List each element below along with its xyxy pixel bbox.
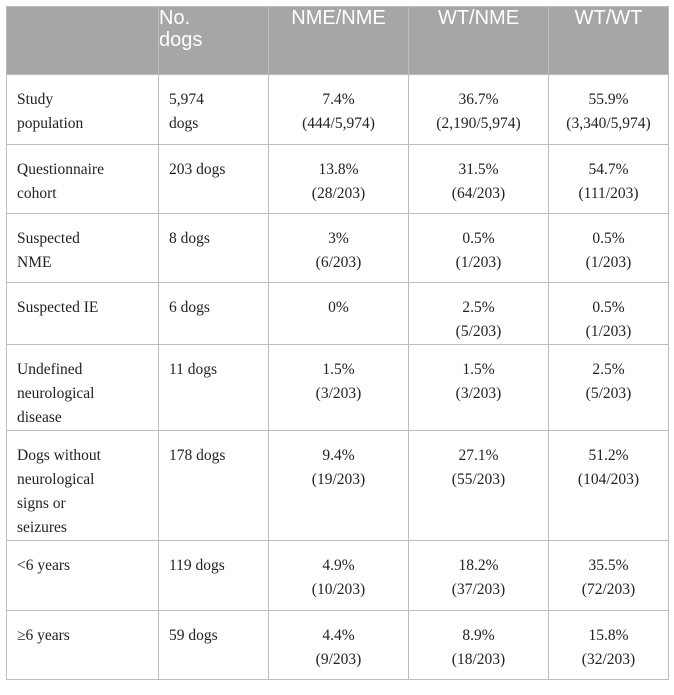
cell-line: seizures bbox=[17, 519, 67, 536]
cell-line: 4.4% bbox=[322, 627, 355, 644]
row-wt-wt bbox=[549, 145, 669, 214]
cell-line: 0.5% bbox=[592, 230, 625, 247]
row-label bbox=[7, 345, 159, 431]
cell-line: (104/203) bbox=[577, 471, 640, 488]
header-empty bbox=[7, 7, 159, 75]
cell-line: 1.5% bbox=[322, 361, 355, 378]
row-nme-nme bbox=[269, 283, 409, 345]
cell-line: 55.9% bbox=[588, 91, 629, 108]
row-count bbox=[159, 541, 269, 611]
row-wt-wt bbox=[549, 214, 669, 283]
cell-line: neurological bbox=[17, 385, 95, 402]
table-row bbox=[7, 145, 669, 214]
header-wt-nme: WT/NME bbox=[409, 7, 549, 75]
table-row bbox=[7, 431, 669, 541]
cell-line: (5/203) bbox=[585, 385, 632, 402]
cell-line: 2.5% bbox=[462, 299, 495, 316]
cell-line: 0.5% bbox=[462, 230, 495, 247]
row-wt-wt bbox=[549, 283, 669, 345]
row-wt-nme bbox=[409, 611, 549, 680]
row-label bbox=[7, 431, 159, 541]
cell-line: (72/203) bbox=[581, 581, 636, 598]
cell-line: 8 dogs bbox=[169, 230, 210, 247]
cell-line: ≥6 years bbox=[17, 627, 70, 644]
row-wt-wt bbox=[549, 431, 669, 541]
row-wt-nme bbox=[409, 75, 549, 145]
table-row bbox=[7, 611, 669, 680]
row-label bbox=[7, 283, 159, 345]
table-row bbox=[7, 541, 669, 611]
cell-line: Suspected bbox=[17, 230, 80, 247]
table-row bbox=[7, 283, 669, 345]
row-label bbox=[7, 611, 159, 680]
row-nme-nme bbox=[269, 431, 409, 541]
cell-line: 119 dogs bbox=[169, 557, 225, 574]
row-nme-nme bbox=[269, 145, 409, 214]
row-nme-nme bbox=[269, 611, 409, 680]
row-count bbox=[159, 283, 269, 345]
cell-line: 5,974 bbox=[169, 91, 204, 108]
header-wt-wt: WT/WT bbox=[549, 7, 669, 75]
row-wt-nme bbox=[409, 541, 549, 611]
cell-line: 54.7% bbox=[588, 161, 629, 178]
cell-line: 13.8% bbox=[318, 161, 359, 178]
row-wt-wt bbox=[549, 75, 669, 145]
cell-line: population bbox=[17, 115, 84, 132]
row-count bbox=[159, 214, 269, 283]
row-count bbox=[159, 145, 269, 214]
cell-line: 0.5% bbox=[592, 299, 625, 316]
row-count bbox=[159, 345, 269, 431]
row-nme-nme bbox=[269, 214, 409, 283]
table-row bbox=[7, 214, 669, 283]
cell-line: disease bbox=[17, 409, 62, 426]
row-nme-nme bbox=[269, 345, 409, 431]
row-count bbox=[159, 611, 269, 680]
cell-line: 203 dogs bbox=[169, 161, 226, 178]
cell-line: dogs bbox=[169, 115, 199, 132]
cell-line: (3/203) bbox=[315, 385, 362, 402]
cell-line: 7.4% bbox=[322, 91, 355, 108]
cell-line: <6 years bbox=[17, 557, 71, 574]
cell-line: (1/203) bbox=[455, 254, 502, 271]
cell-line: (111/203) bbox=[578, 185, 639, 202]
cell-line: (10/203) bbox=[311, 581, 366, 598]
cell-line: Suspected IE bbox=[17, 299, 99, 316]
row-wt-nme bbox=[409, 345, 549, 431]
cell-line: NME bbox=[17, 254, 52, 271]
row-label bbox=[7, 75, 159, 145]
row-nme-nme bbox=[269, 541, 409, 611]
row-label bbox=[7, 214, 159, 283]
cell-line: 178 dogs bbox=[169, 447, 226, 464]
row-wt-nme bbox=[409, 145, 549, 214]
cell-line: 2.5% bbox=[592, 361, 625, 378]
cell-line: 31.5% bbox=[458, 161, 499, 178]
header-no-dogs-line2: dogs bbox=[159, 29, 203, 51]
cell-line: (5/203) bbox=[455, 323, 502, 340]
cell-line: 1.5% bbox=[462, 361, 495, 378]
cell-line: 51.2% bbox=[588, 447, 629, 464]
cell-line: 15.8% bbox=[588, 627, 629, 644]
cell-line: (6/203) bbox=[315, 254, 362, 271]
row-nme-nme bbox=[269, 75, 409, 145]
cell-line: 18.2% bbox=[458, 557, 499, 574]
cell-line: 36.7% bbox=[458, 91, 499, 108]
cell-line: 59 dogs bbox=[169, 627, 218, 644]
row-count bbox=[159, 431, 269, 541]
cell-line: Questionnaire bbox=[17, 161, 104, 178]
header-row bbox=[7, 7, 669, 75]
row-wt-nme bbox=[409, 431, 549, 541]
cell-line: (19/203) bbox=[311, 471, 366, 488]
cell-line: Undefined bbox=[17, 361, 83, 378]
row-wt-wt bbox=[549, 345, 669, 431]
cell-line: (444/5,974) bbox=[302, 115, 375, 132]
cell-line: (32/203) bbox=[581, 651, 636, 668]
cell-line: 35.5% bbox=[588, 557, 629, 574]
row-wt-nme bbox=[409, 283, 549, 345]
cell-line: neurological bbox=[17, 471, 95, 488]
cell-line: 27.1% bbox=[458, 447, 499, 464]
cell-line: 11 dogs bbox=[169, 361, 218, 378]
cell-line: (37/203) bbox=[451, 581, 506, 598]
row-label bbox=[7, 145, 159, 214]
header-nme-nme: NME/NME bbox=[269, 7, 409, 75]
cell-line: (9/203) bbox=[315, 651, 362, 668]
row-label bbox=[7, 541, 159, 611]
cell-line: (3/203) bbox=[455, 385, 502, 402]
cell-line: Dogs without bbox=[17, 447, 101, 464]
row-count bbox=[159, 75, 269, 145]
table-row bbox=[7, 345, 669, 431]
cell-line: signs or bbox=[17, 495, 66, 512]
cell-line: 9.4% bbox=[322, 447, 355, 464]
cell-line: cohort bbox=[17, 185, 57, 202]
row-wt-wt bbox=[549, 541, 669, 611]
cell-line: (28/203) bbox=[311, 185, 366, 202]
cell-line: (3,340/5,974) bbox=[566, 115, 651, 132]
cell-line: 3% bbox=[328, 230, 349, 247]
cell-line: 8.9% bbox=[462, 627, 495, 644]
cell-line: (18/203) bbox=[451, 651, 506, 668]
cell-line: 4.9% bbox=[322, 557, 355, 574]
cell-line: (55/203) bbox=[451, 471, 506, 488]
header-no-dogs bbox=[159, 7, 269, 75]
cell-line: 0% bbox=[328, 299, 349, 316]
cell-line: 6 dogs bbox=[169, 299, 210, 316]
row-wt-wt bbox=[549, 611, 669, 680]
cell-line: (1/203) bbox=[585, 254, 632, 271]
table-row bbox=[7, 75, 669, 145]
data-table bbox=[6, 6, 669, 680]
cell-line: Study bbox=[17, 91, 54, 108]
row-wt-nme bbox=[409, 214, 549, 283]
cell-line: (2,190/5,974) bbox=[436, 115, 521, 132]
header-no-dogs-line1: No. bbox=[159, 7, 191, 29]
cell-line: (64/203) bbox=[451, 185, 506, 202]
cell-line: (1/203) bbox=[585, 323, 632, 340]
